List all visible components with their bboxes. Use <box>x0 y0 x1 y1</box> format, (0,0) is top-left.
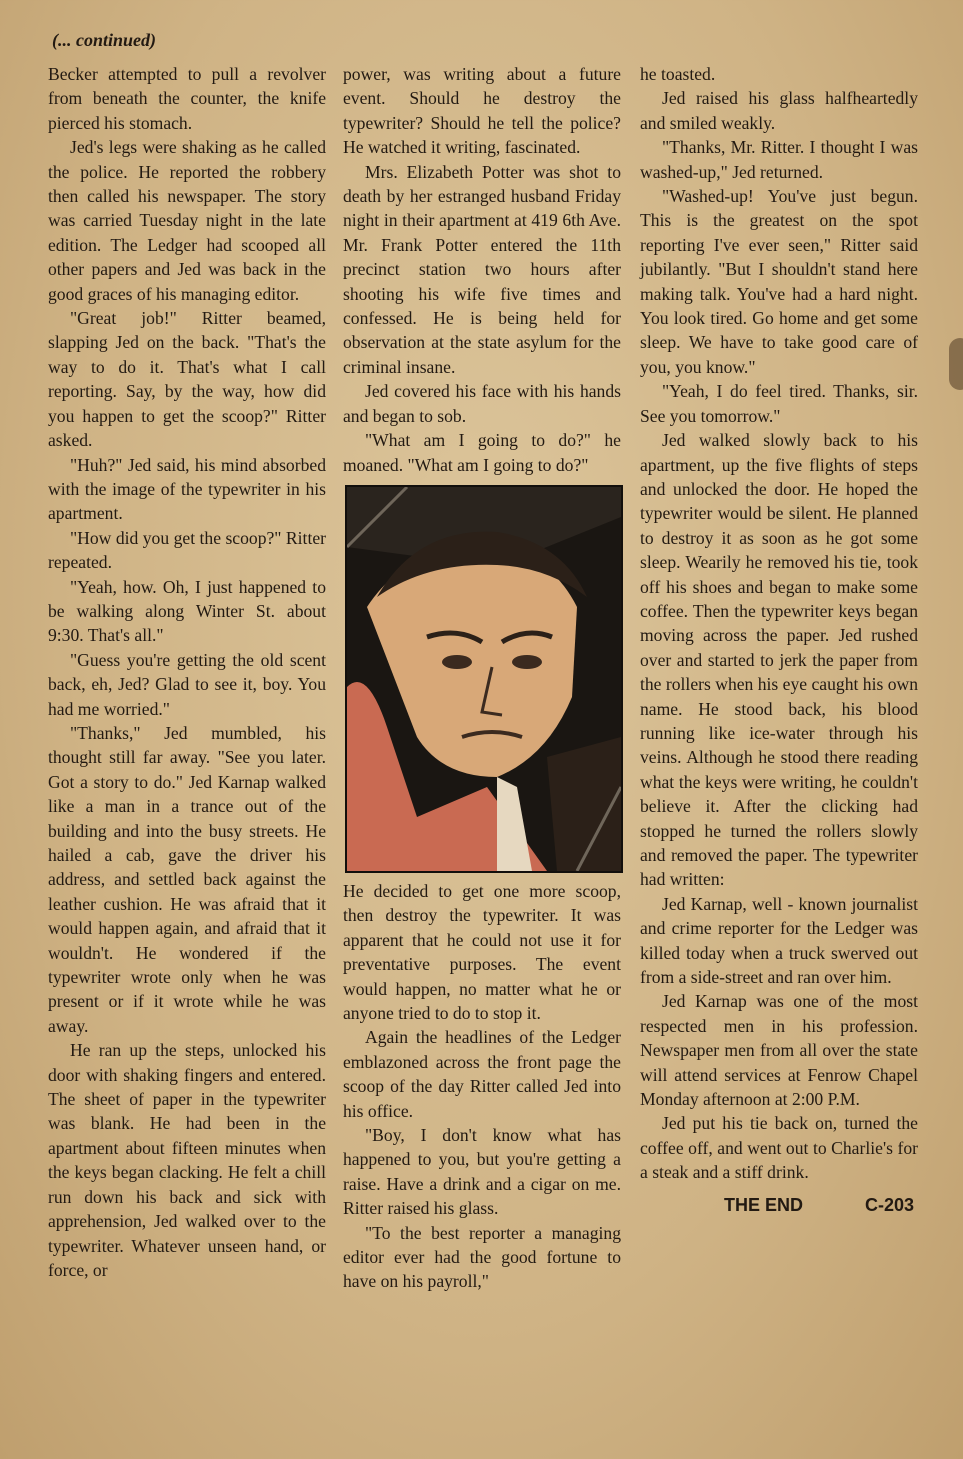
the-end-label: THE END <box>724 1194 804 1215</box>
paragraph: "Yeah, I do feel tired. Thanks, sir. See you tomorrow." <box>640 381 918 426</box>
man-with-head-in-hand-illustration <box>347 487 621 871</box>
continued-label: (... continued) <box>52 30 157 50</box>
paragraph: Jed walked slowly back to his apartment, up the five flights of steps and unlocked the door. He hoped the typewriter would be silent. He planned to destroy it as soon as he got some sleep. Wearily he removed his tie, took off his shoes and began to make some coffee. Then the typewriter keys began moving across the paper. Jed rushed over and started to jerk the paper from the rollers when his eye caught his own name. He stood back, his blood running like ice-water through his veins. Although he stood there reading what the keys were writing, he couldn't believe it. After the clicking had stopped he turned the rollers slowly and removed the paper. The typewriter had written: <box>640 430 919 890</box>
paragraph: He decided to get one more scoop, then destroy the typewriter. It was apparent that he could not use it for preventative purposes. The event would happen, no matter what he or anyone tried to do to stop it. <box>343 880 621 1023</box>
paragraph: "Guess you're getting the old scent back, eh, Jed? Glad to see it, boy. You had me worried." <box>48 649 326 719</box>
page-code: C-203 <box>864 1194 914 1215</box>
paragraph: "Thanks, Mr. Ritter. I thought I was washed-up," Jed returned. <box>640 137 918 182</box>
paragraph: He ran up the steps, unlocked his door with shaking fingers and entered. The sheet of paper in the typewriter was blank. He had been in the apartment about fifteen minutes when the keys began clacking. He felt a chill run down his back and sick with apprehension, Jed walked over to the typewriter. Whatever unseen hand, or force, or <box>48 1040 326 1280</box>
paragraph: "What am I going to do?" he moaned. "What am I going to do?" <box>343 430 621 475</box>
comic-illustration <box>345 485 623 873</box>
paragraph: "Boy, I don't know what has happened to you, but you're getting a raise. Have a drink and a cigar on me. Ritter raised his glass. <box>343 1124 621 1219</box>
paragraph: Jed Karnap was one of the most respected men in his profession. Newspaper men from all over the state will attend services at Fenrow Chapel Monday afternoon at 2:00 P.M. <box>640 991 918 1110</box>
paragraph: power, was writing about a future event. Should he destroy the typewriter? Should he tell the police? He watched it writing, fascinated. <box>343 64 621 158</box>
story-footer <box>640 1193 918 1217</box>
paragraph: "Huh?" Jed said, his mind absorbed with the image of the typewriter in his apartment. <box>48 454 326 524</box>
paragraph: "To the best reporter a managing editor ever had the good fortune to have on his payroll," <box>343 1222 621 1292</box>
paragraph: Becker attempted to pull a revolver from beneath the counter, the knife pierced his stomach. <box>48 64 326 133</box>
column-2 <box>343 62 621 1294</box>
paragraph: Mrs. Elizabeth Potter was shot to death by her estranged husband Friday night in their apartment at 419 6th Ave. Mr. Frank Potter entered the 11th precinct station two hours after shooting his wife five times and confessed. He is being held for observation at the state asylum for the criminal insane. <box>343 161 621 377</box>
paragraph: "How did you get the scoop?" Ritter repeated. <box>48 527 326 573</box>
paragraph: Jed's legs were shaking as he called the police. He reported the robbery then called his newspaper. The story was carried Tuesday night in the late edition. The Ledger had scooped all other papers and Jed was back in the good graces of his managing editor. <box>48 137 326 304</box>
column-3 <box>640 62 918 1217</box>
paragraph: he toasted. <box>640 64 716 84</box>
paragraph: "Thanks," Jed mumbled, his thought still far away. "See you later. Got a story to do." Jed Karnap walked like a man in a trance out of the building and into the busy streets. He hailed a cab, gave the driver his address, and settled back against the leather cushion. He was afraid that it would happen again, and afraid that it wouldn't. He wondered if the typewriter wrote only when he was present or if it wrote while he was away. <box>48 722 326 1036</box>
column-1 <box>48 62 326 1282</box>
paragraph: Jed Karnap, well - known journalist and crime reporter for the Ledger was killed today when a truck swerved out from a side-street and ran over him. <box>640 893 918 988</box>
paragraph: Again the headlines of the Ledger emblazoned across the front page the scoop of the day Ritter called Jed into his office. <box>343 1027 621 1121</box>
paragraph: Jed put his tie back on, turned the coffee off, and went out to Charlie's for a steak and a stiff drink. <box>640 1113 918 1183</box>
page-edge-mark <box>949 338 963 390</box>
paragraph: "Yeah, how. Oh, I just happened to be walking along Winter St. about 9:30. That's all." <box>48 576 326 646</box>
paragraph: "Great job!" Ritter beamed, slapping Jed on the back. "That's the way to do it. That's what I call reporting. Say, by the way, how did you happen to get the scoop?" Ritter asked. <box>48 308 326 451</box>
paragraph: Jed covered his face with his hands and began to sob. <box>343 381 621 426</box>
paragraph: "Washed-up! You've just begun. This is the greatest on the spot reporting I've ever seen," Ritter said jubilantly. "But I shouldn't stand here making talk. You've had a hard night. You look tired. Go home and get some sleep. We have to take good care of you, you know." <box>640 186 918 377</box>
paragraph: Jed raised his glass halfheartedly and smiled weakly. <box>640 88 918 133</box>
